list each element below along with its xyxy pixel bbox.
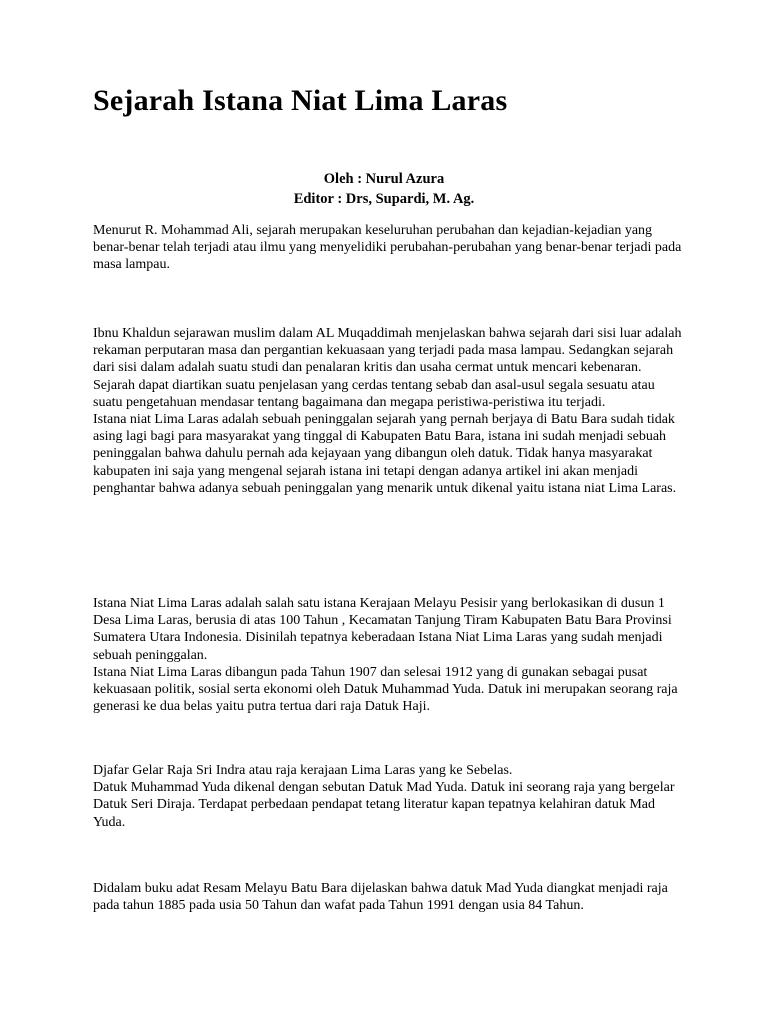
text-block-5	[93, 880, 683, 914]
editor-line: Editor : Drs, Supardi, M. Ag.	[293, 191, 475, 207]
text-block-3	[93, 595, 683, 715]
text-block-1	[93, 222, 683, 274]
paragraph: Didalam buku adat Resam Melayu Batu Bara dijelaskan bahwa datuk Mad Yuda diangkat menjadi raja pada tahun 1885 pada usia 50 Tahun dan wafat pada Tahun 1991 dengan usia 84 Tahun.	[93, 881, 668, 914]
paragraph: Datuk Muhammad Yuda dikenal dengan sebutan Datuk Mad Yuda. Datuk ini seorang raja yang bergelar Datuk Seri Diraja. Terdapat perbedaan pendapat tetang literatur kapan tepatnya kelahiran datuk Mad Yuda.	[93, 780, 675, 830]
paragraph: Ibnu Khaldun sejarawan muslim dalam AL Muqaddimah menjelaskan bahwa sejarah dari sisi luar adalah rekaman perputaran masa dan pergantian kekuasaan yang terjadi pada masa lampau. Sedangkan sejarah dari sisi dalam adalah suatu studi dan penalaran kritis dan usaha cermat untuk mencari kebenaran.	[93, 326, 682, 376]
paragraph: Sejarah dapat diartikan suatu penjelasan yang cerdas tentang sebab dan asal-usul segala sesuatu atau suatu pengetahuan mendasar tentang bagaimana dan megapa peristiwa-peristiwa itu terjadi.	[93, 377, 655, 410]
byline	[0, 169, 768, 209]
text-block-4	[93, 762, 683, 831]
paragraph: Djafar Gelar Raja Sri Indra atau raja kerajaan Lima Laras yang ke Sebelas.	[93, 763, 513, 778]
paragraph: Istana niat Lima Laras adalah sebuah peninggalan sejarah yang pernah berjaya di Batu Bara sudah tidak asing lagi bagi para masyarakat yang tinggal di Kabupaten Batu Bara, istana ini sudah menjadi sebuah peninggalan bahwa dahulu pernah ada kejayaan yang dibangun oleh datuk. Tidak hanya masyarakat kabupaten ini saja yang mengenal sejarah istana ini tetapi dengan adanya artikel ini akan menjadi penghantar bahwa adanya sebuah peninggalan yang menarik untuk dikenal yaitu istana niat Lima Laras.	[93, 412, 677, 496]
paragraph: Istana Niat Lima Laras dibangun pada Tahun 1907 dan selesai 1912 yang di gunakan sebagai pusat kekuasaan politik, sosial serta ekonomi oleh Datuk Muhammad Yuda. Datuk ini merupakan seorang raja generasi ke dua belas yaitu putra tertua dari raja Datuk Haji.	[93, 664, 678, 715]
document-title: Sejarah Istana Niat Lima Laras	[93, 84, 508, 117]
paragraph: Istana Niat Lima Laras adalah salah satu istana Kerajaan Melayu Pesisir yang berlokasikan di dusun 1 Desa Lima Laras, berusia di atas 100 Tahun , Kecamatan Tanjung Tiram Kabupaten Batu Bara Provinsi Sumatera Utara Indonesia. Disinilah tepatnya keberadaan Istana Niat Lima Laras yang sudah menjadi sebuah peninggalan.	[93, 596, 672, 663]
paragraph: Menurut R. Mohammad Ali, sejarah merupakan keseluruhan perubahan dan kejadian-kejadian yang benar-benar telah terjadi atau ilmu yang menyelidiki perubahan-perubahan yang benar-benar terjadi pada masa lampau.	[93, 223, 682, 273]
author-line: Oleh : Nurul Azura	[323, 171, 445, 187]
text-block-2	[93, 325, 683, 497]
